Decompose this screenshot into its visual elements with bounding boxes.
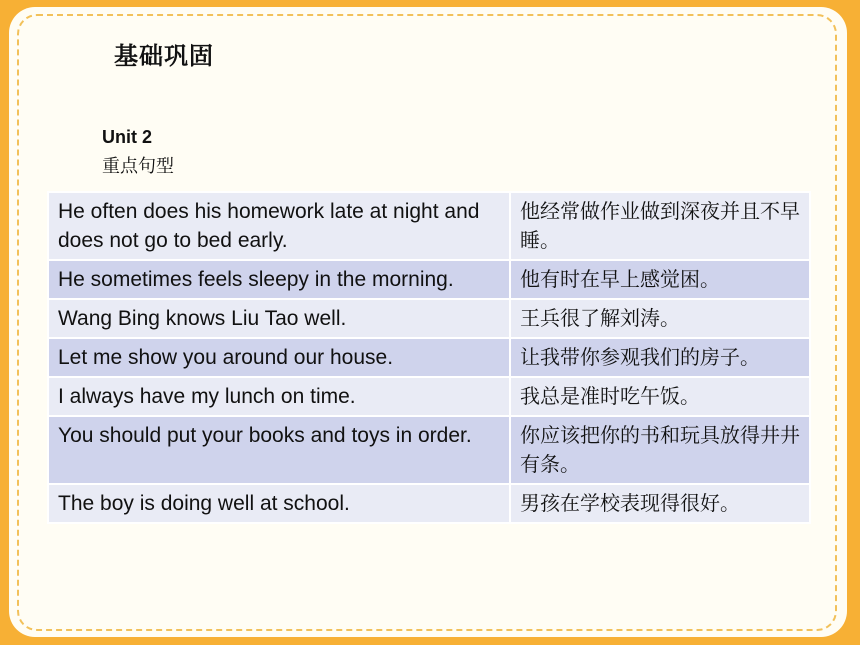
table-row <box>48 377 810 416</box>
sentence-table <box>47 191 811 524</box>
page-title: 基础巩固 <box>114 42 214 70</box>
table-row <box>48 299 810 338</box>
section-subtitle: 重点句型 <box>102 156 174 177</box>
english-sentence: The boy is doing well at school. <box>48 484 510 523</box>
table-row <box>48 484 810 523</box>
unit-label: Unit 2 <box>102 127 153 147</box>
table-row <box>48 192 810 260</box>
table-row <box>48 338 810 377</box>
english-sentence: He often does his homework late at night and does not go to bed early. <box>48 192 510 260</box>
english-sentence: I always have my lunch on time. <box>48 377 510 416</box>
chinese-translation: 他有时在早上感觉困。 <box>510 260 810 299</box>
chinese-translation: 他经常做作业做到深夜并且不早睡。 <box>510 192 810 260</box>
english-sentence: You should put your books and toys in order. <box>48 416 510 484</box>
chinese-translation: 让我带你参观我们的房子。 <box>510 338 810 377</box>
table-row <box>48 260 810 299</box>
chinese-translation: 王兵很了解刘涛。 <box>510 299 810 338</box>
english-sentence: Wang Bing knows Liu Tao well. <box>48 299 510 338</box>
english-sentence: He sometimes feels sleepy in the morning. <box>48 260 510 299</box>
chinese-translation: 你应该把你的书和玩具放得井井有条。 <box>510 416 810 484</box>
english-sentence: Let me show you around our house. <box>48 338 510 377</box>
chinese-translation: 我总是准时吃午饭。 <box>510 377 810 416</box>
table-row <box>48 416 810 484</box>
chinese-translation: 男孩在学校表现得很好。 <box>510 484 810 523</box>
